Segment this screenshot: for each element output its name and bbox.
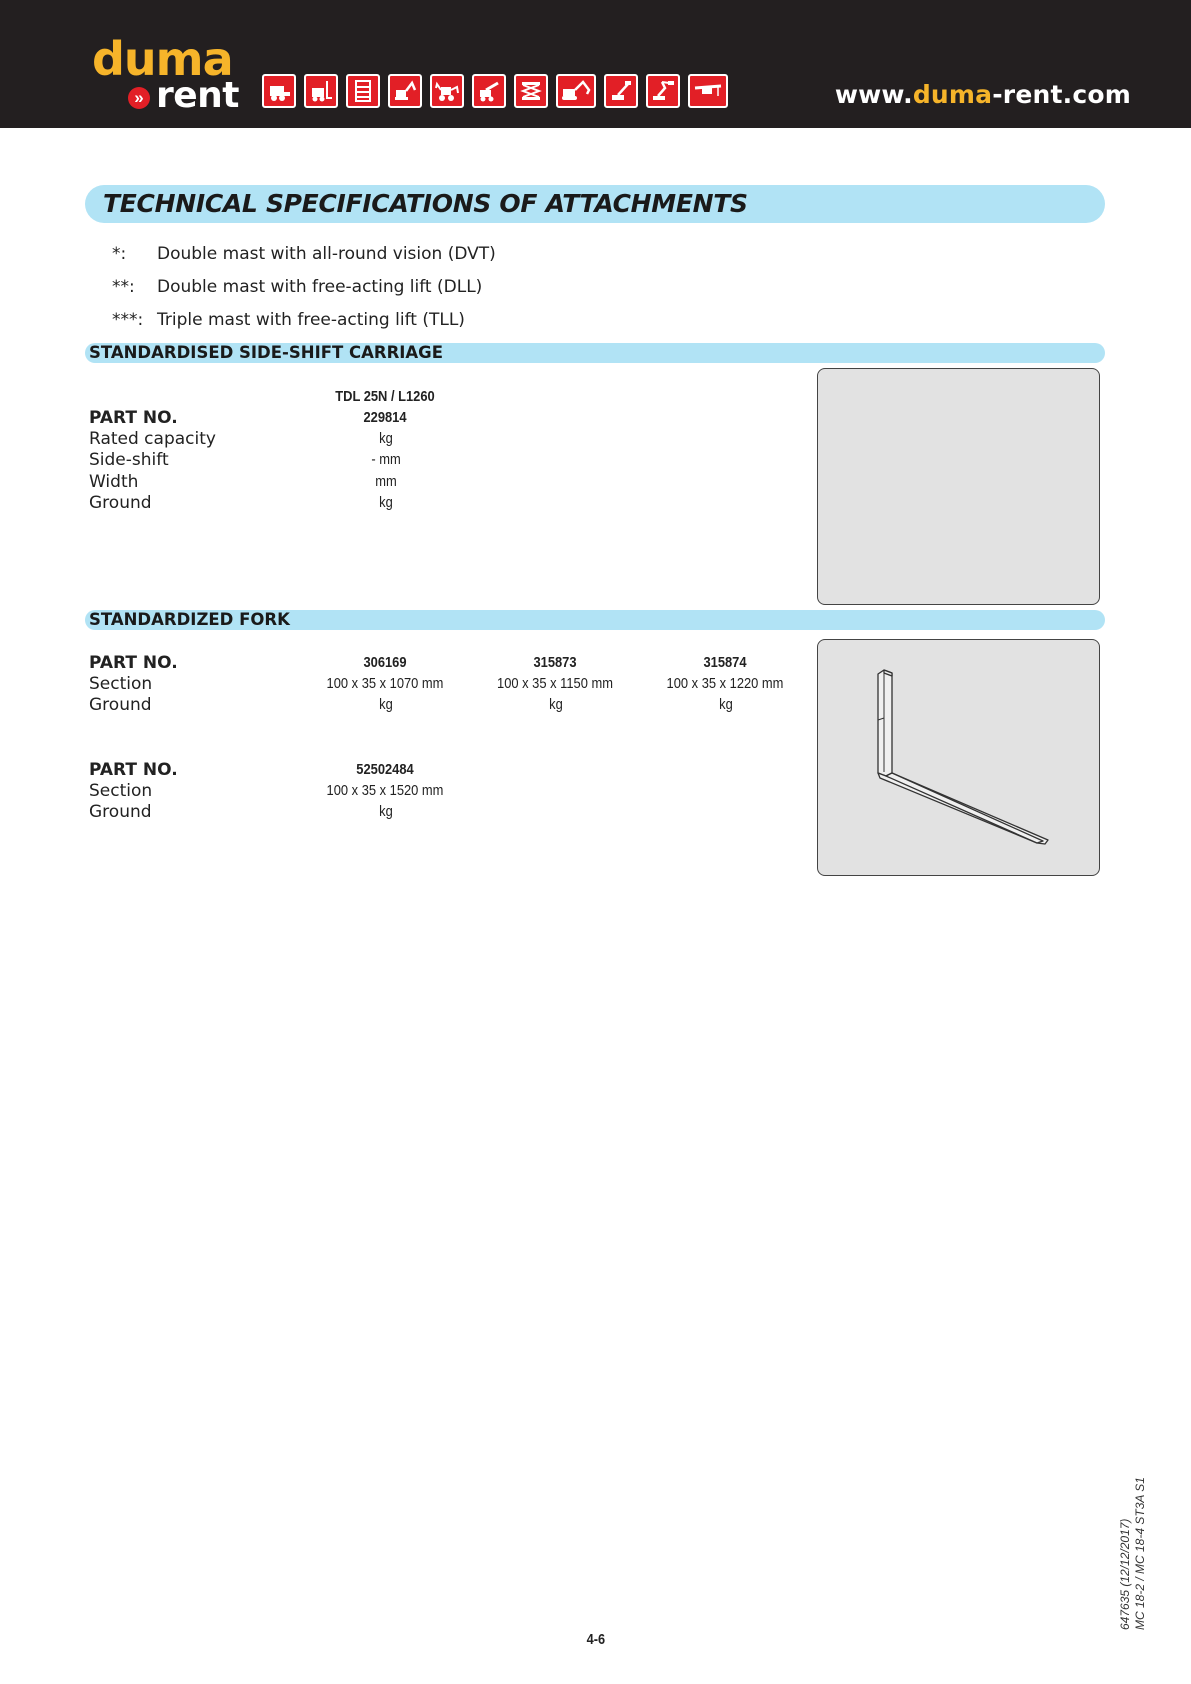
- page-number: 4-6: [586, 1631, 606, 1648]
- fork-section-label: Section: [89, 674, 153, 694]
- rated-capacity-label: Rated capacity: [89, 429, 216, 449]
- page-title: TECHNICAL SPECIFICATIONS OF ATTACHMENTS: [103, 189, 748, 218]
- telehandler-icon: [472, 74, 506, 108]
- fork-section-bar: [85, 610, 1105, 630]
- fork-section-label: Section: [89, 781, 153, 801]
- fork-section-value: 100 x 35 x 1520 mm: [326, 782, 444, 799]
- crane-icon: [688, 74, 728, 108]
- fork-part-no: 52502484: [356, 761, 414, 778]
- fork-ground-label: Ground: [89, 802, 152, 822]
- website-suffix: -rent.com: [992, 80, 1131, 109]
- backhoe-loader-icon: [430, 74, 464, 108]
- fork-part-no-label: PART NO.: [89, 653, 178, 673]
- fork-image: [817, 639, 1100, 876]
- website-url[interactable]: [835, 80, 1131, 109]
- fork-section-value: 100 x 35 x 1070 mm: [326, 675, 444, 692]
- side-shift-value: - mm: [371, 451, 401, 468]
- fork-part-no: 315874: [703, 654, 747, 671]
- note-mark: *:: [112, 244, 127, 264]
- excavator-icon: [556, 74, 596, 108]
- page-title-bar: [85, 185, 1105, 223]
- side-shift-heading: STANDARDISED SIDE-SHIFT CARRIAGE: [89, 343, 443, 362]
- skid-steer-icon: [262, 74, 296, 108]
- side-shift-label: Side-shift: [89, 450, 169, 470]
- fork-section-value: 100 x 35 x 1150 mm: [497, 675, 613, 692]
- note-text: Triple mast with free-acting lift (TLL): [157, 310, 465, 330]
- side-shift-image-placeholder: [817, 368, 1100, 605]
- note-text: Double mast with free-acting lift (DLL): [157, 277, 483, 297]
- logo-duma-text: duma: [92, 32, 233, 86]
- document-code-line: 647635 (12/12/2017): [1118, 1518, 1132, 1630]
- fork-heading: STANDARDIZED FORK: [89, 610, 290, 629]
- machine-icon-strip: [262, 74, 728, 110]
- side-shift-ground-label: Ground: [89, 493, 152, 513]
- fork-part-no: 315873: [533, 654, 577, 671]
- duma-rent-logo: [92, 32, 242, 116]
- fork-ground-label: Ground: [89, 695, 152, 715]
- forklift-icon: [304, 74, 338, 108]
- width-label: Width: [89, 472, 139, 492]
- fork-section-value: 100 x 35 x 1220 mm: [666, 675, 784, 692]
- fork-ground-value: kg: [719, 696, 733, 713]
- boom-lift-icon: [604, 74, 638, 108]
- side-shift-model: TDL 25N / L1260: [335, 388, 435, 405]
- note-mark: **:: [112, 277, 135, 297]
- fork-ground-value: kg: [379, 696, 393, 713]
- fork-ground-value: kg: [379, 803, 393, 820]
- page-header: [0, 0, 1191, 128]
- fork-ground-value: kg: [549, 696, 563, 713]
- compactor-icon: [346, 74, 380, 108]
- document-code: [1118, 1477, 1148, 1630]
- width-value: mm: [375, 473, 397, 490]
- logo-arrow-icon: »: [128, 87, 150, 109]
- website-prefix: www.: [834, 80, 913, 109]
- side-shift-ground-value: kg: [379, 494, 393, 511]
- document-code-line: MC 18-2 / MC 18-4 ST3A S1: [1133, 1477, 1147, 1630]
- note-text: Double mast with all-round vision (DVT): [157, 244, 496, 264]
- fork-part-no: 306169: [363, 654, 407, 671]
- scissor-lift-icon: [514, 74, 548, 108]
- side-shift-part-no-label: PART NO.: [89, 408, 178, 428]
- side-shift-part-no: 229814: [363, 409, 407, 426]
- mini-excavator-icon: [388, 74, 422, 108]
- articulated-boom-icon: [646, 74, 680, 108]
- side-shift-section-bar: [85, 343, 1105, 363]
- note-mark: ***:: [112, 310, 144, 330]
- rated-capacity-value: kg: [379, 430, 393, 447]
- logo-rent-text: rent: [156, 75, 240, 116]
- website-accent: duma: [912, 80, 993, 109]
- fork-part-no-label: PART NO.: [89, 760, 178, 780]
- fork-drawing: [818, 640, 1101, 877]
